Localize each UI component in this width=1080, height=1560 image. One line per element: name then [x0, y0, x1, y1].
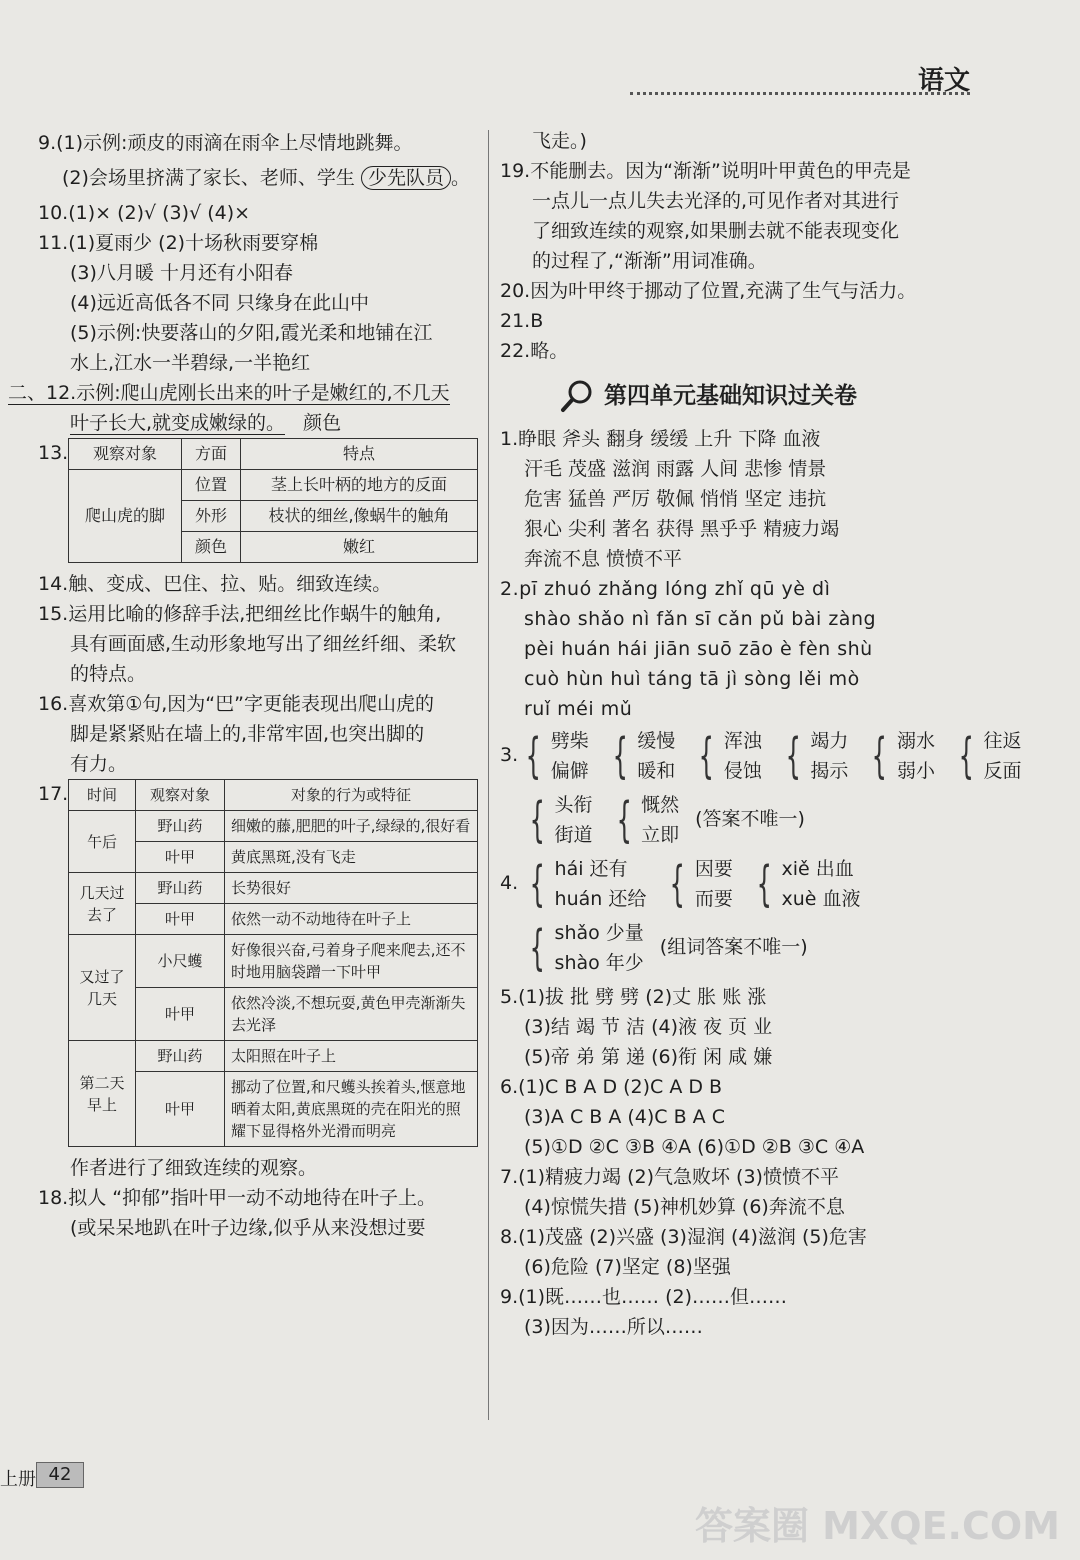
table-cell: 野山药 [136, 1041, 225, 1072]
word: huán 还给 [554, 888, 647, 910]
pinyin-line: ruǐ méi mǔ [524, 698, 633, 720]
answer-note: (组词答案不唯一) [659, 936, 808, 958]
word: 头衔 [554, 794, 593, 816]
answer-line: 的过程了,“渐渐”用词准确。 [532, 250, 767, 272]
q3-groups [500, 726, 1022, 786]
question-number: 3. [500, 744, 519, 766]
table-header: 特点 [241, 439, 478, 470]
answer-line: 狠心 尖利 著名 获得 黑乎乎 精疲力竭 [524, 518, 840, 540]
word: 劈柴 [550, 730, 589, 752]
watermark: 答案圈 MXQE.COM [694, 1504, 1060, 1548]
pinyin-line: shào shǎo nì fǎn sī cǎn pǔ bài zàng [524, 608, 877, 630]
answer-line: 18.拟人 “抑郁”指叶甲一动不动地待在叶子上。 [38, 1187, 436, 1209]
answer-line [38, 408, 488, 438]
answer-line: 奔流不息 愤愤不平 [524, 548, 683, 570]
word-pair: { 往返 反面 [958, 728, 1022, 784]
answer-line: (5)示例:快要落山的夕阳,霞光柔和地铺在江 [70, 322, 433, 344]
word: xiě 出血 [781, 858, 854, 880]
answer-line: 1.睁眼 斧头 翻身 缓缓 上升 下降 血液 [500, 428, 821, 450]
answer-line: 水上,江水一半碧绿,一半艳红 [70, 352, 311, 374]
word: 慨然 [641, 794, 680, 816]
table-cell: 叶甲 [136, 1072, 225, 1147]
answer-line: 汗毛 茂盛 滋润 雨露 人间 悲惨 情景 [524, 458, 827, 480]
answer-line: 8.(1)茂盛 (2)兴盛 (3)湿润 (4)滋润 (5)危害 [500, 1226, 867, 1248]
answer-line: (3)结 竭 节 洁 (4)液 夜 页 业 [524, 1016, 773, 1038]
table-cell: 爬山虎的脚 [69, 470, 182, 563]
answer-note: (答案不唯一) [695, 808, 805, 830]
word: 往返 [983, 730, 1022, 752]
word: 而要 [694, 888, 733, 910]
word-pair: { 劈柴 偏僻 [525, 728, 589, 784]
word: 街道 [554, 824, 593, 846]
word-pair: { 缓慢 暖和 [612, 728, 676, 784]
table-cell: 午后 [69, 811, 136, 873]
section-title [560, 374, 990, 418]
table-cell: 细嫩的藤,肥肥的叶子,绿绿的,很好看 [225, 811, 478, 842]
table-cell: 野山药 [136, 873, 225, 904]
table-cell: 叶甲 [136, 988, 225, 1041]
table-cell: 依然一动不动地待在叶子上 [225, 904, 478, 935]
word-pair: { 溺水 弱小 [872, 728, 935, 784]
table-cell: 好像很兴奋,弓着身子爬来爬去,还不时地用脑袋蹭一下叶甲 [225, 935, 478, 988]
subject-title: 语文 [918, 66, 971, 96]
answer-line: 作者进行了细致连续的观察。 [70, 1157, 318, 1179]
pinyin-line: 2.pī zhuó zhǎng lóng zhǐ qū yè dì [500, 578, 831, 600]
table-cell: 茎上长叶柄的地方的反面 [241, 470, 478, 501]
answer-line: (3)八月暖 十月还有小阳春 [70, 262, 293, 284]
circled-word: 少先队员 [361, 166, 451, 190]
table-cell: 小尺蠖 [136, 935, 225, 988]
word: 竭力 [810, 730, 849, 752]
word: 偏僻 [550, 760, 589, 782]
table-cell: 黄底黑斑,没有飞走 [225, 842, 478, 873]
word: 因要 [694, 858, 733, 880]
table-header: 方面 [182, 439, 241, 470]
answer-line: (4)惊慌失措 (5)神机妙算 (6)奔流不息 [524, 1196, 845, 1218]
answer-line: 飞走。) [532, 130, 587, 152]
answer-line: 9.(1)示例:顽皮的雨滴在雨伞上尽情地跳舞。 [38, 132, 413, 154]
table-13 [68, 438, 478, 563]
table-cell: 又过了几天 [69, 935, 136, 1041]
answer-line: 危害 猛兽 严厉 敬佩 悄悄 坚定 违抗 [524, 488, 827, 510]
table-cell: 枝状的细丝,像蜗牛的触角 [241, 501, 478, 532]
answer-line: (2)会场里挤满了家长、老师、学生 少先队员 。 [62, 167, 470, 189]
answer-line: 6.(1)C B A D (2)C A D B [500, 1076, 723, 1098]
answer-line: 脚是紧紧贴在墙上的,非常牢固,也突出脚的 [70, 723, 425, 745]
answer-line: (6)危险 (7)坚定 (8)坚强 [524, 1256, 731, 1278]
table-17 [68, 779, 478, 1147]
table-cell: 野山药 [136, 811, 225, 842]
table-cell: 依然冷淡,不想玩耍,黄色甲壳渐渐失去光泽 [225, 988, 478, 1041]
word-pair: { 因要 而要 [669, 856, 733, 912]
answer-line: 14.触、变成、巴住、拉、贴。细致连续。 [38, 573, 392, 595]
word: 弱小 [896, 760, 935, 782]
table-cell: 颜色 [182, 532, 241, 563]
answer-line: 7.(1)精疲力竭 (2)气急败坏 (3)愤愤不平 [500, 1166, 839, 1188]
word-pair: { hái 还有 huán 还给 [529, 856, 647, 912]
word: shǎo 少量 [554, 922, 644, 944]
underlined-text: 叶子长大,就变成嫩绿的。 [70, 412, 286, 434]
table-cell: 外形 [182, 501, 241, 532]
answer-line: 20.因为叶甲终于挪动了位置,充满了生气与活力。 [500, 280, 917, 302]
answer-line: 5.(1)拔 批 劈 劈 (2)丈 胀 账 涨 [500, 986, 767, 1008]
answer-text: (2)会场里挤满了家长、老师、学生 [62, 167, 355, 189]
table-header: 时间 [69, 780, 136, 811]
word-pair: { xiě 出血 xuè 血液 [756, 856, 861, 912]
pinyin-line: pèi huán hái jiān suō zāo è fèn shù [524, 638, 873, 660]
answer-line: 21.B [500, 310, 544, 332]
answer-line: 19.不能删去。因为“渐渐”说明叶甲黄色的甲壳是 [500, 160, 911, 182]
answer-line: 了细致连续的观察,如果删去就不能表现变化 [532, 220, 900, 242]
word: 侵蚀 [723, 760, 762, 782]
table-cell: 第二天早上 [69, 1041, 136, 1147]
answer-line: (3)A C B A (4)C B A C [524, 1106, 725, 1128]
answer-line: 11.(1)夏雨少 (2)十场秋雨要穿棉 [38, 232, 319, 254]
word: 暖和 [637, 760, 676, 782]
word: shào 年少 [554, 952, 644, 974]
answer-line: 的特点。 [70, 663, 147, 685]
q4-groups-2 [500, 918, 990, 978]
table-cell: 几天过去了 [69, 873, 136, 935]
answer-line [8, 378, 488, 408]
word: 溺水 [896, 730, 935, 752]
answer-line: 具有画面感,生动形象地写出了细丝纤细、柔软 [70, 633, 457, 655]
answer-line: (5)①D ②C ③B ④A (6)①D ②B ③C ④A [524, 1136, 865, 1158]
word: 缓慢 [637, 730, 676, 752]
q4-groups [500, 854, 990, 914]
word-pair: { 竭力 揭示 [785, 728, 849, 784]
word: xuè 血液 [781, 888, 861, 910]
answer-line: 15.运用比喻的修辞手法,把细丝比作蜗牛的触角, [38, 603, 442, 625]
answer-line: 16.喜欢第①句,因为“巴”字更能表现出爬山虎的 [38, 693, 434, 715]
question-number: 4. [500, 872, 519, 894]
word: 立即 [641, 824, 680, 846]
header-dotted-line [630, 92, 970, 95]
q3-groups-2 [500, 790, 990, 850]
answer-line: 9.(1)既……也…… (2)……但…… [500, 1286, 787, 1308]
pinyin-line: cuò hùn huì táng tā jì sòng lěi mò [524, 668, 860, 690]
answer-line: (或呆呆地趴在叶子边缘,似乎从来没想过要 [70, 1217, 426, 1239]
answer-line: 一点儿一点儿失去光泽的,可见作者对其进行 [532, 190, 900, 212]
answer-line: 有力。 [70, 753, 128, 775]
word-pair: { shǎo 少量 shào 年少 [529, 920, 644, 976]
word-pair: { 浑浊 侵蚀 [698, 728, 762, 784]
word: 揭示 [810, 760, 849, 782]
table-cell: 叶甲 [136, 904, 225, 935]
table-cell: 位置 [182, 470, 241, 501]
right-column [500, 126, 1022, 1342]
table-header: 观察对象 [69, 439, 182, 470]
underlined-text: 二、12.示例:爬山虎刚长出来的叶子是嫩红的,不几天 [8, 382, 450, 404]
answer-text: 颜色 [303, 412, 342, 434]
answer-line: 13. [38, 442, 69, 464]
answer-line: (3)因为……所以…… [524, 1316, 703, 1338]
word: 浑浊 [723, 730, 762, 752]
word-pair: { 慨然 立即 [616, 792, 680, 848]
magnifier-icon [560, 379, 594, 413]
table-header: 观察对象 [136, 780, 225, 811]
volume-label: 上册 [0, 1469, 36, 1490]
answer-line: 17. [38, 783, 69, 805]
table-cell: 长势很好 [225, 873, 478, 904]
answer-line: 22.略。 [500, 340, 569, 362]
column-divider [488, 130, 489, 1420]
table-cell: 嫩红 [241, 532, 478, 563]
answer-line: 10.(1)× (2)√ (3)√ (4)× [38, 202, 251, 224]
word: 反面 [983, 760, 1022, 782]
table-cell: 太阳照在叶子上 [225, 1041, 478, 1072]
table-cell: 叶甲 [136, 842, 225, 873]
word-pair: { 头衔 街道 [529, 792, 593, 848]
answer-line: (4)远近高低各不同 只缘身在此山中 [70, 292, 369, 314]
section-title-text: 第四单元基础知识过关卷 [604, 383, 857, 409]
answer-line: (5)帝 弟 第 递 (6)衔 闲 咸 嫌 [524, 1046, 773, 1068]
page-number: 42 [36, 1462, 84, 1488]
table-cell: 挪动了位置,和尺蠖头挨着头,惬意地晒着太阳,黄底黑斑的壳在阳光的照耀下显得格外光滑而明亮 [225, 1072, 478, 1147]
table-header: 对象的行为或特征 [225, 780, 478, 811]
left-column [8, 128, 488, 1243]
word: hái 还有 [554, 858, 628, 880]
